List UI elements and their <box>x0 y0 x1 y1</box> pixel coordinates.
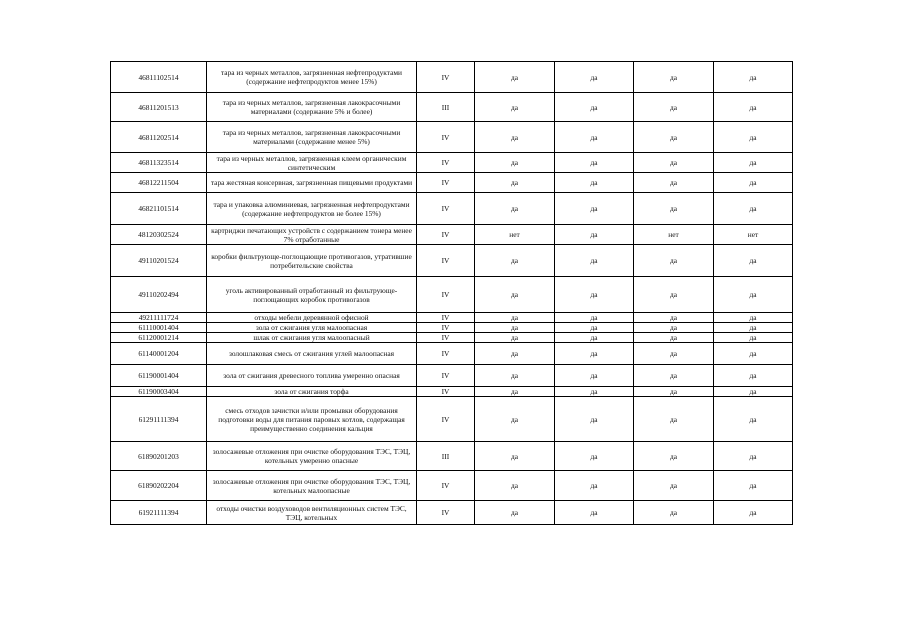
flag-cell-2: да <box>555 193 634 225</box>
hazard-class-cell: IV <box>417 173 475 193</box>
hazard-class-cell: IV <box>417 387 475 397</box>
flag-cell-1: да <box>475 365 555 387</box>
hazard-class-cell: IV <box>417 225 475 245</box>
hazard-class-cell: IV <box>417 153 475 173</box>
waste-name-cell: картриджи печатающих устройств с содержанием тонера менее 7% отработанные <box>207 225 417 245</box>
hazard-class-cell: IV <box>417 277 475 313</box>
waste-code-cell: 49211111724 <box>111 313 207 323</box>
flag-cell-4: да <box>714 313 793 323</box>
flag-cell-3: да <box>634 365 714 387</box>
flag-cell-4: да <box>714 501 793 525</box>
flag-cell-4: да <box>714 122 793 153</box>
flag-cell-1: да <box>475 62 555 93</box>
hazard-class-cell: IV <box>417 245 475 277</box>
hazard-class-cell: IV <box>417 323 475 333</box>
flag-cell-2: да <box>555 333 634 343</box>
flag-cell-2: да <box>555 93 634 122</box>
flag-cell-3: да <box>634 193 714 225</box>
table-row <box>111 153 793 173</box>
flag-cell-3: да <box>634 93 714 122</box>
flag-cell-4: да <box>714 442 793 471</box>
table-row <box>111 277 793 313</box>
flag-cell-1: да <box>475 397 555 442</box>
waste-code-cell: 46811102514 <box>111 62 207 93</box>
flag-cell-3: да <box>634 245 714 277</box>
waste-name-cell: зола от сжигания угля малоопасная <box>207 323 417 333</box>
table-row <box>111 365 793 387</box>
flag-cell-3: да <box>634 471 714 501</box>
flag-cell-1: да <box>475 313 555 323</box>
waste-name-cell: тара и упаковка алюминиевая, загрязненная нефтепродуктами (содержание нефтепродуктов не более 15%) <box>207 193 417 225</box>
table-row <box>111 173 793 193</box>
flag-cell-3: да <box>634 343 714 365</box>
flag-cell-2: да <box>555 245 634 277</box>
hazard-class-cell: III <box>417 93 475 122</box>
flag-cell-3: да <box>634 397 714 442</box>
flag-cell-2: да <box>555 313 634 323</box>
hazard-class-cell: IV <box>417 397 475 442</box>
waste-code-cell: 46811202514 <box>111 122 207 153</box>
flag-cell-2: да <box>555 225 634 245</box>
table-row <box>111 245 793 277</box>
hazard-class-cell: IV <box>417 471 475 501</box>
hazard-class-cell: IV <box>417 343 475 365</box>
table-row <box>111 397 793 442</box>
flag-cell-2: да <box>555 343 634 365</box>
hazard-class-cell: IV <box>417 501 475 525</box>
flag-cell-2: да <box>555 471 634 501</box>
waste-name-cell: золосажевые отложения при очистке оборудования ТЭС, ТЭЦ, котельных умеренно опасные <box>207 442 417 471</box>
flag-cell-1: да <box>475 277 555 313</box>
flag-cell-3: да <box>634 173 714 193</box>
table-row <box>111 323 793 333</box>
flag-cell-3: да <box>634 323 714 333</box>
waste-code-cell: 49110201524 <box>111 245 207 277</box>
waste-code-cell: 46811201513 <box>111 93 207 122</box>
flag-cell-1: да <box>475 442 555 471</box>
flag-cell-3: да <box>634 333 714 343</box>
table-row <box>111 333 793 343</box>
hazard-class-cell: IV <box>417 122 475 153</box>
flag-cell-2: да <box>555 397 634 442</box>
waste-code-cell: 61190003404 <box>111 387 207 397</box>
waste-code-cell: 61120001214 <box>111 333 207 343</box>
waste-name-cell: зола от сжигания древесного топлива умеренно опасная <box>207 365 417 387</box>
waste-name-cell: отходы очистки воздуховодов вентиляционных систем ТЭС, ТЭЦ, котельных <box>207 501 417 525</box>
waste-code-cell: 61190001404 <box>111 365 207 387</box>
waste-code-cell: 61890202204 <box>111 471 207 501</box>
waste-code-cell: 46812211504 <box>111 173 207 193</box>
table-row <box>111 62 793 93</box>
flag-cell-3: да <box>634 501 714 525</box>
table-row <box>111 387 793 397</box>
flag-cell-4: да <box>714 343 793 365</box>
flag-cell-2: да <box>555 442 634 471</box>
flag-cell-4: нет <box>714 225 793 245</box>
waste-name-cell: смесь отходов зачистки и/или промывки оборудования подготовки воды для питания паровых котлов, содержащая преимущественно соединения кальция <box>207 397 417 442</box>
waste-name-cell: тара из черных металлов, загрязненная нефтепродуктами (содержание нефтепродуктов менее 15%) <box>207 62 417 93</box>
table-row <box>111 193 793 225</box>
waste-name-cell: отходы мебели деревянной офисной <box>207 313 417 323</box>
waste-code-cell: 49110202494 <box>111 277 207 313</box>
flag-cell-1: да <box>475 173 555 193</box>
flag-cell-4: да <box>714 333 793 343</box>
flag-cell-4: да <box>714 277 793 313</box>
flag-cell-2: да <box>555 173 634 193</box>
hazard-class-cell: IV <box>417 313 475 323</box>
flag-cell-4: да <box>714 471 793 501</box>
waste-code-cell: 61291111394 <box>111 397 207 442</box>
table-row <box>111 501 793 525</box>
flag-cell-2: да <box>555 62 634 93</box>
flag-cell-3: да <box>634 62 714 93</box>
flag-cell-1: нет <box>475 225 555 245</box>
hazard-class-cell: IV <box>417 333 475 343</box>
flag-cell-2: да <box>555 365 634 387</box>
waste-name-cell: зола от сжигания торфа <box>207 387 417 397</box>
waste-code-cell: 61921111394 <box>111 501 207 525</box>
waste-name-cell: коробки фильтрующе-поглощающие противогазов, утратившие потребительские свойства <box>207 245 417 277</box>
flag-cell-3: да <box>634 387 714 397</box>
flag-cell-4: да <box>714 193 793 225</box>
hazard-class-cell: III <box>417 442 475 471</box>
flag-cell-1: да <box>475 501 555 525</box>
waste-name-cell: золосажевые отложения при очистке оборудования ТЭС, ТЭЦ, котельных малоопасные <box>207 471 417 501</box>
table-row <box>111 343 793 365</box>
flag-cell-3: да <box>634 277 714 313</box>
flag-cell-4: да <box>714 93 793 122</box>
waste-name-cell: тара из черных металлов, загрязненная лакокрасочными материалами (содержание менее 5%) <box>207 122 417 153</box>
flag-cell-4: да <box>714 62 793 93</box>
flag-cell-3: да <box>634 442 714 471</box>
flag-cell-4: да <box>714 153 793 173</box>
flag-cell-1: да <box>475 93 555 122</box>
hazard-class-cell: IV <box>417 193 475 225</box>
waste-name-cell: шлак от сжигания угля малоопасный <box>207 333 417 343</box>
waste-name-cell: уголь активированный отработанный из фильтрующе-поглощающих коробок противогазов <box>207 277 417 313</box>
flag-cell-4: да <box>714 397 793 442</box>
flag-cell-2: да <box>555 153 634 173</box>
table-row <box>111 225 793 245</box>
waste-code-cell: 46811323514 <box>111 153 207 173</box>
table-row <box>111 313 793 323</box>
flag-cell-4: да <box>714 387 793 397</box>
table-row <box>111 471 793 501</box>
flag-cell-1: да <box>475 343 555 365</box>
flag-cell-1: да <box>475 387 555 397</box>
flag-cell-2: да <box>555 277 634 313</box>
flag-cell-3: нет <box>634 225 714 245</box>
waste-classification-table <box>110 61 793 525</box>
flag-cell-1: да <box>475 333 555 343</box>
flag-cell-4: да <box>714 245 793 277</box>
waste-name-cell: золошлаковая смесь от сжигания углей малоопасная <box>207 343 417 365</box>
flag-cell-3: да <box>634 313 714 323</box>
table-row <box>111 93 793 122</box>
flag-cell-2: да <box>555 323 634 333</box>
waste-name-cell: тара из черных металлов, загрязненная клеем органическим синтетическим <box>207 153 417 173</box>
table-row <box>111 442 793 471</box>
flag-cell-1: да <box>475 122 555 153</box>
flag-cell-3: да <box>634 153 714 173</box>
flag-cell-4: да <box>714 173 793 193</box>
table-row <box>111 122 793 153</box>
flag-cell-2: да <box>555 501 634 525</box>
hazard-class-cell: IV <box>417 62 475 93</box>
hazard-class-cell: IV <box>417 365 475 387</box>
waste-code-cell: 61890201203 <box>111 442 207 471</box>
waste-code-cell: 46821101514 <box>111 193 207 225</box>
flag-cell-1: да <box>475 323 555 333</box>
flag-cell-1: да <box>475 471 555 501</box>
flag-cell-2: да <box>555 122 634 153</box>
table-body <box>111 62 793 525</box>
waste-code-cell: 48120302524 <box>111 225 207 245</box>
flag-cell-3: да <box>634 122 714 153</box>
waste-code-cell: 61110001404 <box>111 323 207 333</box>
waste-name-cell: тара жестяная консервная, загрязненная пищевыми продуктами <box>207 173 417 193</box>
flag-cell-4: да <box>714 323 793 333</box>
waste-name-cell: тара из черных металлов, загрязненная лакокрасочными материалами (содержание 5% и более) <box>207 93 417 122</box>
flag-cell-2: да <box>555 387 634 397</box>
waste-code-cell: 61140001204 <box>111 343 207 365</box>
flag-cell-1: да <box>475 245 555 277</box>
flag-cell-1: да <box>475 193 555 225</box>
flag-cell-1: да <box>475 153 555 173</box>
flag-cell-4: да <box>714 365 793 387</box>
